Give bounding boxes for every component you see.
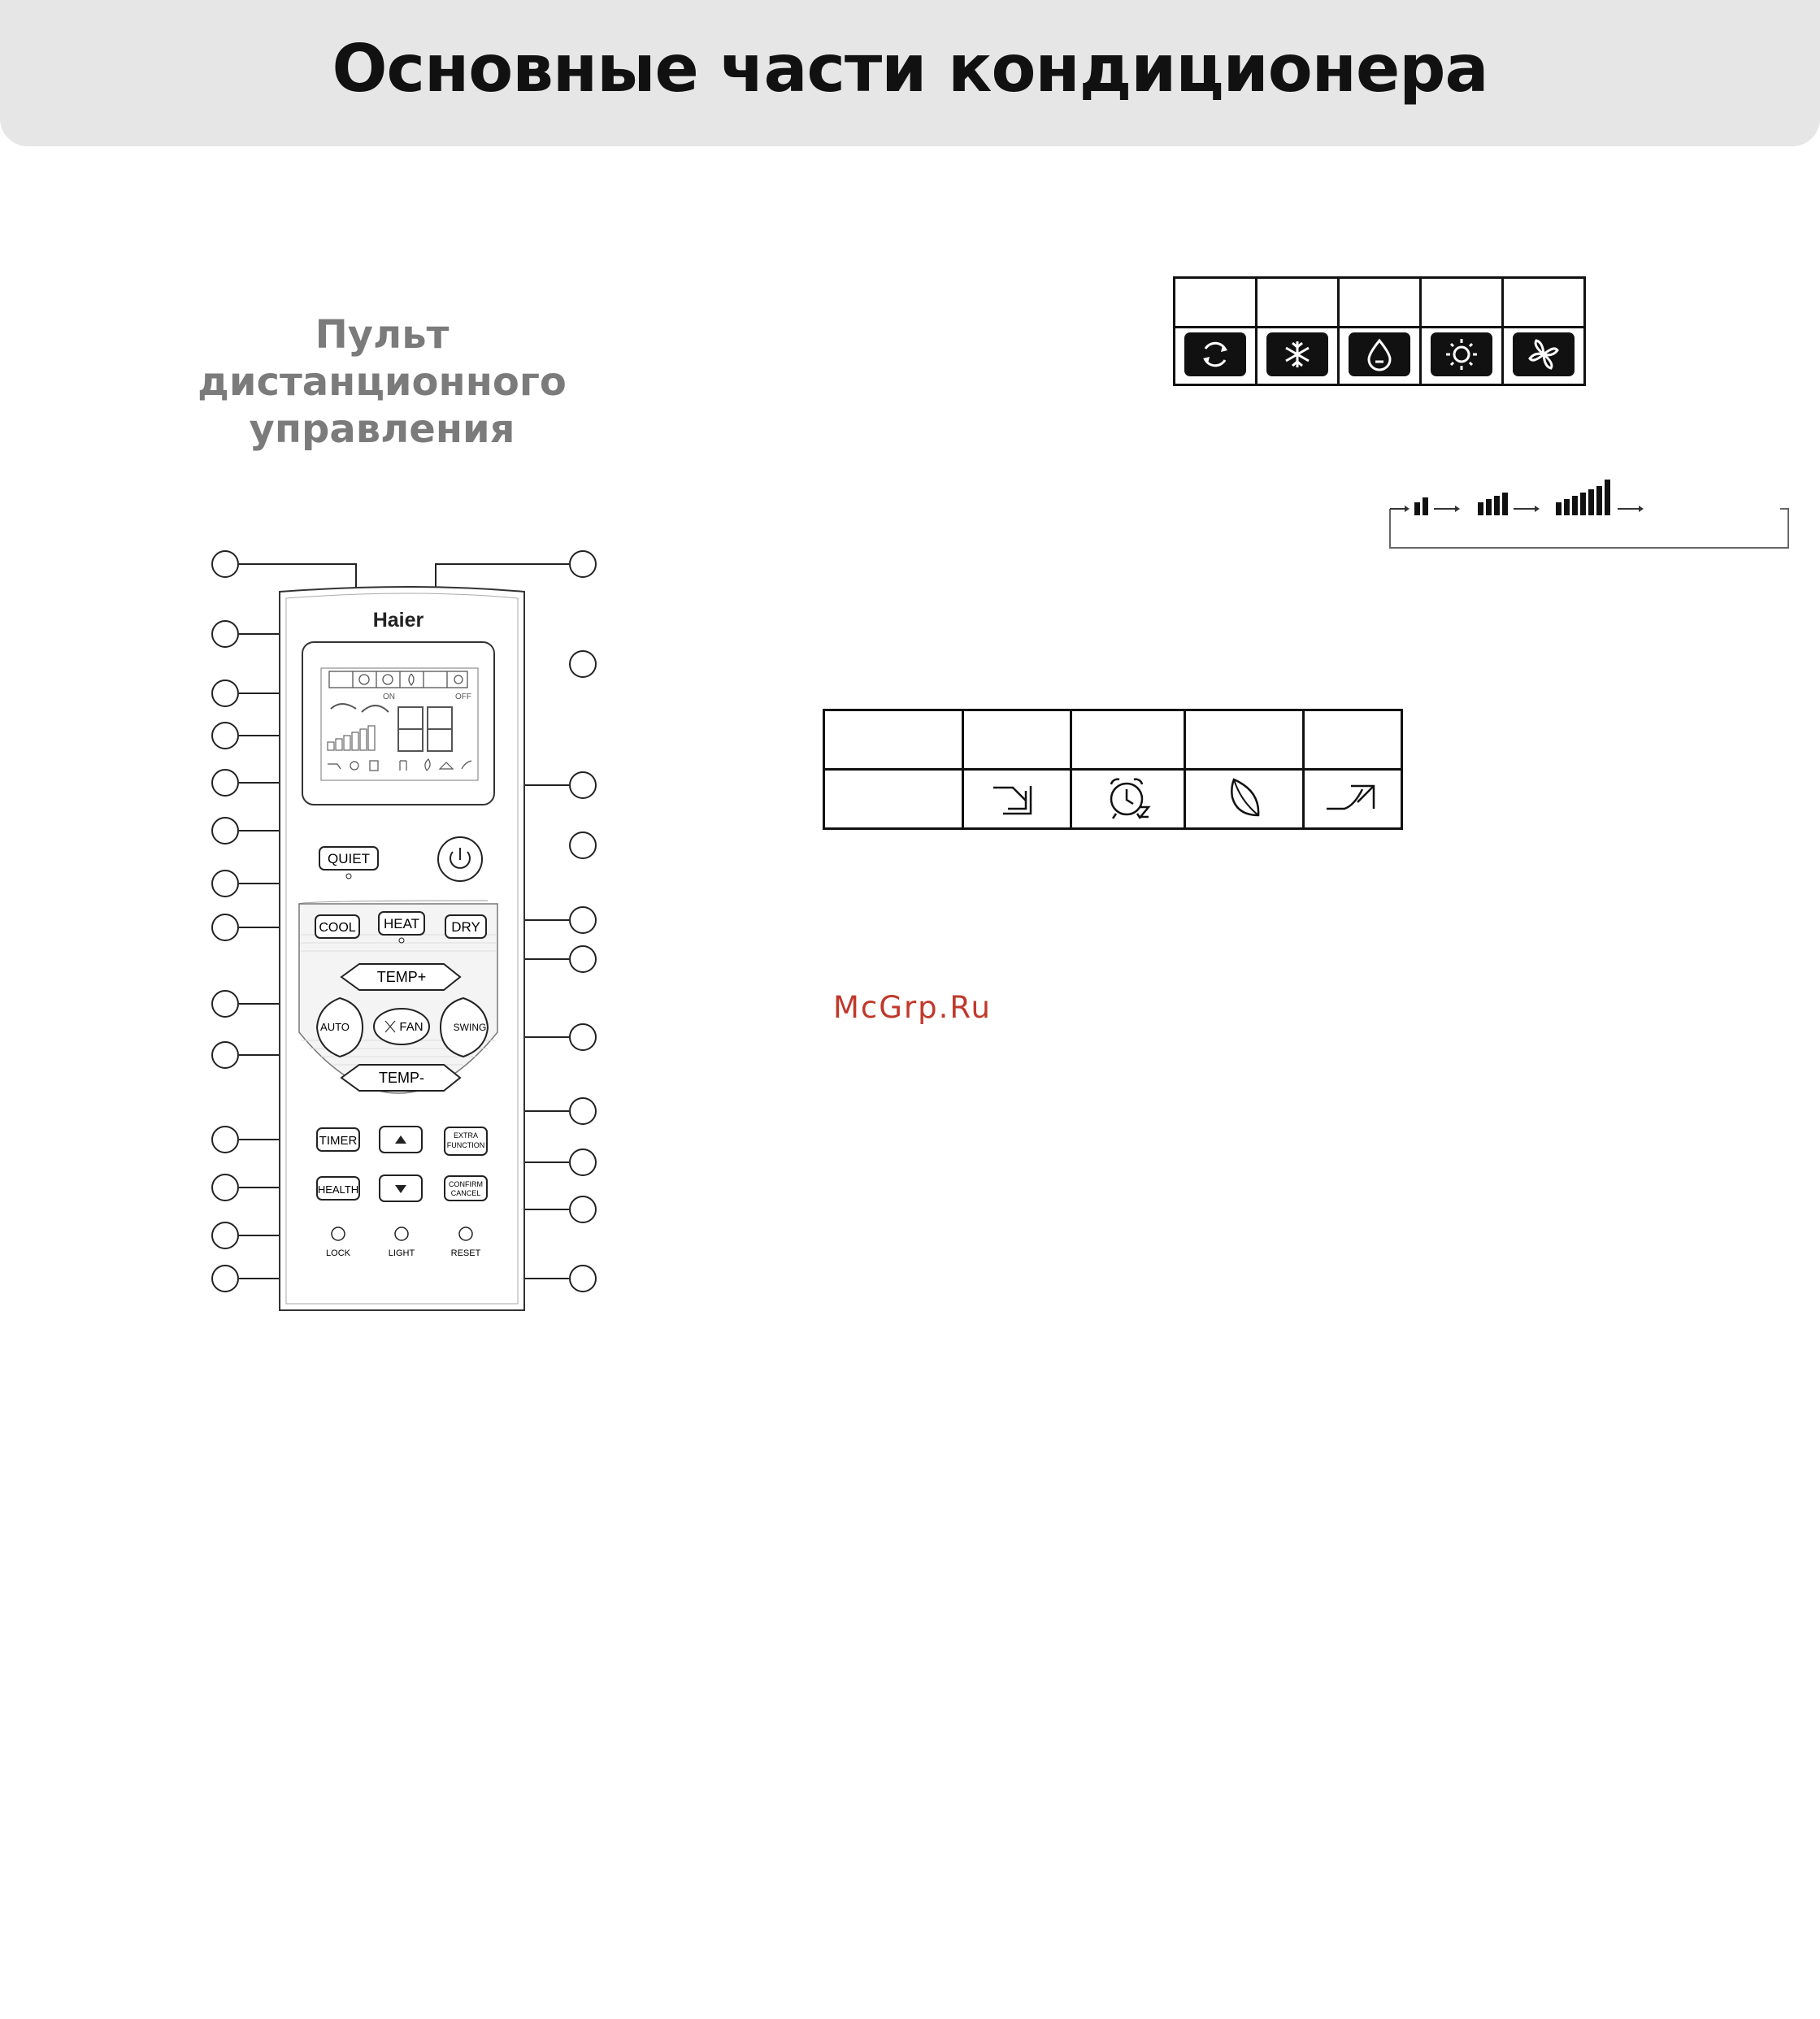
func-cell-turbo xyxy=(1304,770,1402,829)
svg-text:TEMP+: TEMP+ xyxy=(376,969,427,985)
cool-snowflake-icon xyxy=(1266,331,1329,378)
auto-icon xyxy=(1184,331,1247,378)
svg-text:HEALTH: HEALTH xyxy=(317,1183,359,1196)
callout-right-1 xyxy=(569,550,597,578)
brand-logo: Haier xyxy=(372,609,424,632)
mode-header-cell xyxy=(1175,278,1257,328)
mode-icons-table xyxy=(1173,276,1586,386)
func-header-cell xyxy=(1304,710,1402,770)
callout-right-11 xyxy=(569,1265,597,1292)
remote-diagram xyxy=(203,545,626,1325)
callout-right-8 xyxy=(569,1097,597,1125)
callout-left-14 xyxy=(211,1265,239,1292)
fan-speed-low-icon xyxy=(1414,497,1428,515)
svg-text:TIMER: TIMER xyxy=(319,1134,358,1148)
svg-text:CONFIRM: CONFIRM xyxy=(449,1180,483,1188)
func-label-cell xyxy=(824,770,963,829)
watermark: McGrp.Ru xyxy=(833,990,992,1025)
callout-right-6 xyxy=(569,945,597,973)
mode-cell-dry xyxy=(1339,328,1421,385)
fan-button[interactable] xyxy=(374,1009,429,1044)
dry-button[interactable] xyxy=(445,915,486,938)
mode-cell-fan xyxy=(1503,328,1585,385)
svg-text:EXTRA: EXTRA xyxy=(453,1131,479,1140)
mode-header-cell xyxy=(1339,278,1421,328)
heat-sun-icon xyxy=(1430,331,1493,378)
mode-cell-heat xyxy=(1421,328,1503,385)
svg-text:QUIET: QUIET xyxy=(328,851,370,866)
turbo-arrow-icon xyxy=(1322,776,1383,818)
func-header-cell xyxy=(1185,710,1304,770)
svg-text:LOCK: LOCK xyxy=(326,1248,350,1258)
subtitle-line-1: Пульт xyxy=(315,312,450,358)
swing-down-arrow-icon xyxy=(988,776,1045,818)
health-button[interactable] xyxy=(317,1177,359,1200)
timer-button[interactable] xyxy=(317,1128,359,1151)
callout-right-7 xyxy=(569,1023,597,1051)
mode-cell-cool xyxy=(1257,328,1339,385)
svg-text:TEMP-: TEMP- xyxy=(379,1070,424,1086)
func-header-cell xyxy=(824,710,963,770)
callout-left-11 xyxy=(211,1126,239,1153)
fan-speed-medium-icon xyxy=(1478,493,1508,515)
callout-right-3 xyxy=(569,771,597,799)
callout-left-13 xyxy=(211,1222,239,1249)
power-button[interactable] xyxy=(438,837,482,881)
callout-left-5 xyxy=(211,769,239,797)
mode-cell-auto xyxy=(1175,328,1257,385)
func-header-cell xyxy=(963,710,1071,770)
callout-left-7 xyxy=(211,870,239,897)
callout-left-4 xyxy=(211,722,239,749)
callout-right-10 xyxy=(569,1196,597,1223)
func-cell-sleep xyxy=(1071,770,1185,829)
mode-header-cell xyxy=(1503,278,1585,328)
fan-speed-high-icon xyxy=(1556,480,1610,515)
lcd-off-label: OFF xyxy=(455,693,471,701)
page-title: Основные части кондиционера xyxy=(332,31,1488,106)
callout-left-12 xyxy=(211,1174,239,1201)
callout-left-8 xyxy=(211,914,239,941)
callout-right-2 xyxy=(569,650,597,678)
callout-left-10 xyxy=(211,1041,239,1069)
svg-text:FUNCTION: FUNCTION xyxy=(446,1141,485,1149)
temp-plus-button[interactable] xyxy=(341,964,460,990)
svg-text:DRY: DRY xyxy=(451,919,480,935)
callout-left-3 xyxy=(211,680,239,707)
confirm-cancel-button[interactable] xyxy=(445,1176,487,1201)
callout-left-6 xyxy=(211,817,239,845)
svg-text:FAN: FAN xyxy=(399,1020,424,1034)
lcd-on-label: ON xyxy=(383,693,395,701)
callout-right-9 xyxy=(569,1148,597,1176)
func-cell-health xyxy=(1185,770,1304,829)
svg-text:CANCEL: CANCEL xyxy=(450,1189,481,1197)
callout-left-1 xyxy=(211,550,239,578)
down-arrow-button[interactable] xyxy=(380,1175,422,1201)
callout-right-4 xyxy=(569,831,597,859)
mode-header-cell xyxy=(1257,278,1339,328)
callout-left-2 xyxy=(211,620,239,648)
sleep-alarm-icon xyxy=(1100,773,1157,822)
function-icons-table xyxy=(823,709,1403,830)
mode-header-cell xyxy=(1421,278,1503,328)
dry-drop-icon xyxy=(1348,331,1411,378)
extra-function-button[interactable] xyxy=(445,1127,487,1155)
svg-text:AUTO: AUTO xyxy=(320,1021,350,1033)
svg-text:COOL: COOL xyxy=(319,921,356,935)
svg-text:RESET: RESET xyxy=(450,1248,481,1258)
up-arrow-button[interactable] xyxy=(380,1127,422,1153)
callout-right-5 xyxy=(569,906,597,934)
func-header-cell xyxy=(1071,710,1185,770)
temp-minus-button[interactable] xyxy=(341,1065,460,1091)
fan-icon xyxy=(1512,331,1575,378)
func-cell-swing xyxy=(963,770,1071,829)
cool-button[interactable] xyxy=(315,915,359,938)
callout-left-9 xyxy=(211,990,239,1018)
subtitle-line-3: управления xyxy=(249,406,515,452)
svg-text:HEAT: HEAT xyxy=(383,916,420,931)
health-leaf-icon xyxy=(1216,773,1273,822)
subtitle-line-2: дистанционного xyxy=(198,359,567,405)
svg-text:LIGHT: LIGHT xyxy=(388,1248,415,1258)
svg-text:SWING: SWING xyxy=(453,1022,487,1033)
section-subtitle xyxy=(163,311,602,453)
fan-speed-sequence xyxy=(1382,468,1792,553)
